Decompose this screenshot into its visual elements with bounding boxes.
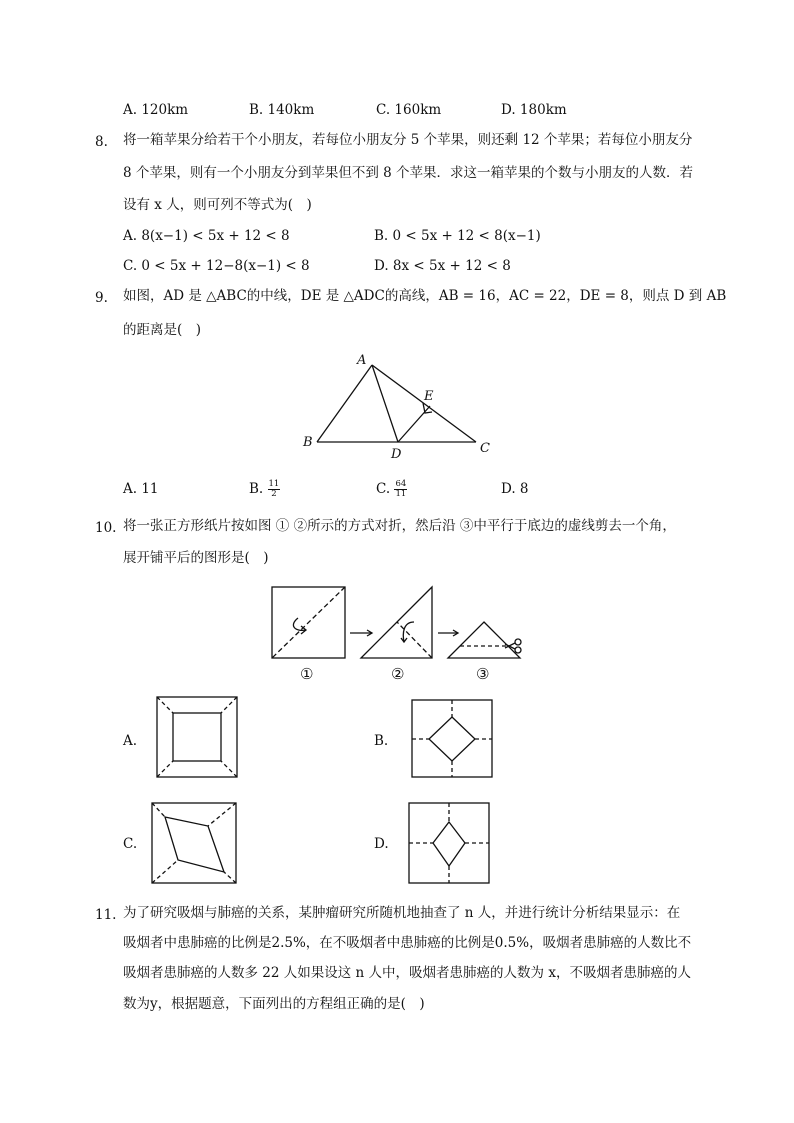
q8-line-2: 8 个苹果，则有一个小朋友分到苹果但不到 8 个苹果．求这一箱苹果的个数与小朋友的人数．若 (123, 165, 694, 181)
q9-label-e: E (424, 389, 434, 404)
q10-option-b-figure (412, 700, 492, 777)
q8-option-c: C. 0 < 5x + 12−8(x−1) < 8 (123, 258, 310, 274)
q9-option-a: A. 11 (123, 481, 159, 497)
q11-number: 11. (95, 907, 117, 923)
q8-option-d: D. 8x < 5x + 12 < 8 (374, 258, 511, 274)
q11-line-2: 吸烟者中患肺癌的比例是2.5%，在不吸烟者中患肺癌的比例是0.5%，吸烟者患肺癌的人数比不 (123, 935, 692, 951)
q9-label-a: A (357, 353, 367, 368)
q7-option-d: D. 180km (501, 102, 567, 118)
q11-line-3: 吸烟者患肺癌的人数多 22 人如果设这 n 人中，吸烟者患肺癌的人数为 x，不吸烟者患肺癌的人 (123, 965, 691, 981)
q10-option-d-figure (409, 803, 489, 883)
q8-option-b: B. 0 < 5x + 12 < 8(x−1) (374, 228, 541, 244)
q10-step-3-label: ③ (476, 665, 490, 683)
q9-line-2: 的距离是( ) (123, 322, 202, 338)
q9-option-c-label: C. (376, 481, 391, 497)
q10-step-1-label: ① (300, 665, 314, 683)
q9-option-c-fraction: $\frac{64}{11}$ (395, 479, 407, 499)
q9-number: 9. (95, 290, 108, 306)
q8-line-3: 设有 x 人，则可列不等式为( ) (123, 197, 312, 213)
q11-line-4: 数为y，根据题意，下面列出的方程组正确的是( ) (123, 996, 425, 1012)
q10-option-a-figure (157, 697, 237, 777)
q9-label-c: C (480, 441, 490, 456)
q10-step-2-label: ② (391, 665, 405, 683)
q9-option-b-fraction: $\frac{11}{2}$ (268, 479, 280, 499)
q7-option-b: B. 140km (249, 102, 315, 118)
q8-option-a: A. 8(x−1) < 5x + 12 < 8 (123, 228, 290, 244)
q11-line-1: 为了研究吸烟与肺癌的关系，某肿瘤研究所随机地抽查了 n 人，并进行统计分析结果显示：在 (123, 905, 681, 921)
q9-option-d: D. 8 (501, 481, 529, 497)
q9-line-1: 如图，AD 是 △ABC的中线，DE 是 △ADC的高线，AB = 16，AC = 22，DE = 8，则点 D 到 AB (123, 288, 727, 304)
q7-option-c: C. 160km (376, 102, 442, 118)
q10-option-d-label: D. (374, 836, 389, 852)
q10-option-c-figure (152, 803, 236, 883)
q10-option-b-label: B. (374, 733, 389, 749)
q7-option-a: A. 120km (123, 102, 189, 118)
q9-label-b: B (303, 435, 313, 450)
q8-line-1: 将一箱苹果分给若干个小朋友，若每位小朋友分 5 个苹果，则还剩 12 个苹果；若每位小朋友分 (123, 132, 693, 148)
q8-number: 8. (95, 134, 108, 150)
q10-option-c-label: C. (123, 836, 138, 852)
q10-line-1: 将一张正方形纸片按如图 ① ②所示的方式对折，然后沿 ③中平行于底边的虚线剪去一个角， (123, 518, 676, 534)
q10-line-2: 展开铺平后的图形是( ) (123, 550, 269, 566)
q10-number: 10. (95, 520, 117, 536)
q9-option-b-label: B. (249, 481, 264, 497)
q10-option-a-label: A. (123, 733, 138, 749)
q9-label-d: D (391, 447, 402, 462)
